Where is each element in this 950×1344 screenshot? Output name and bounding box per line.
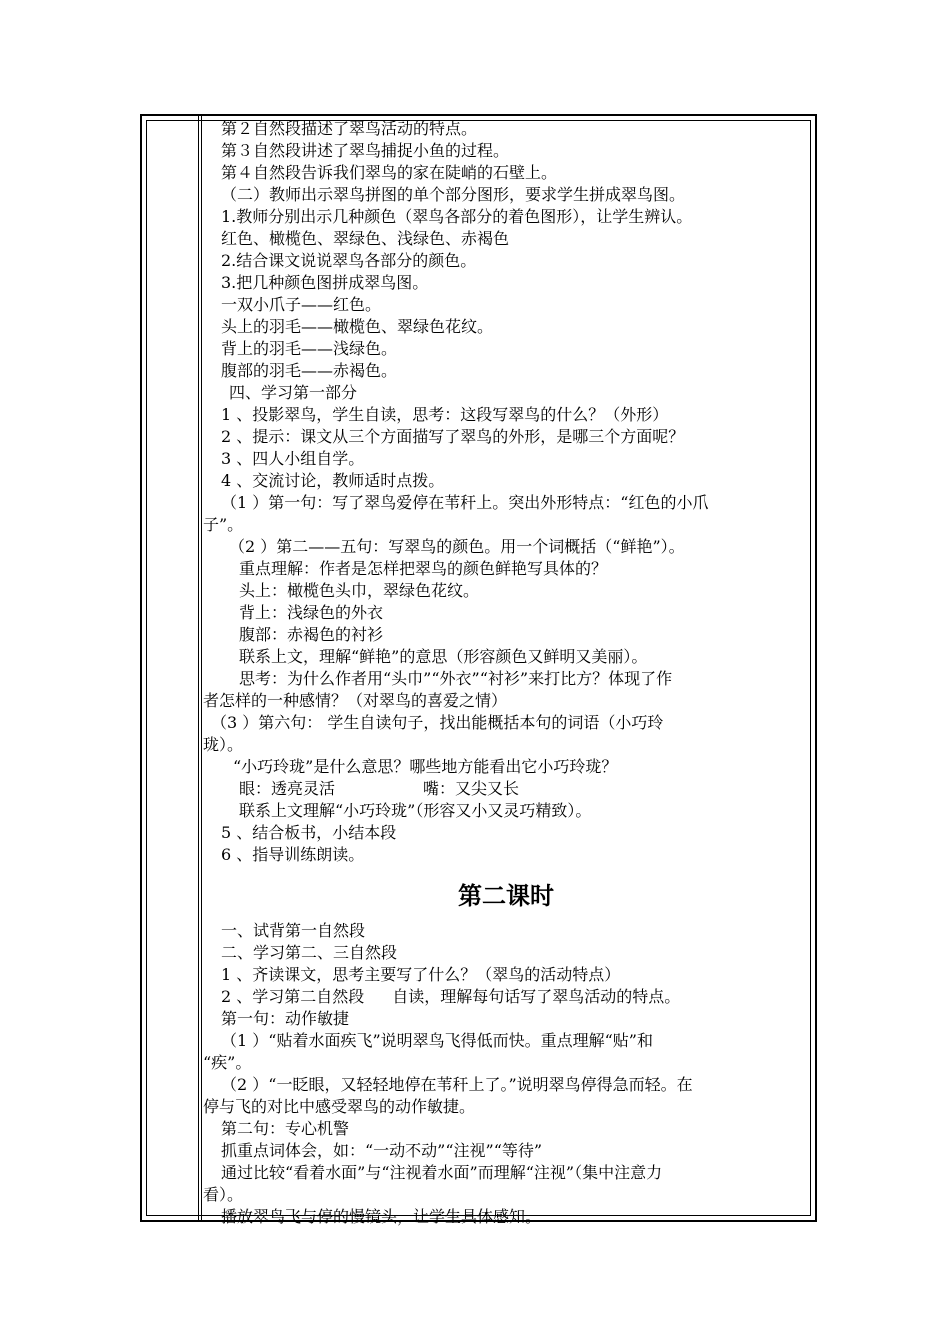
- text-line: （1 ）第一句：写了翠鸟爱停在苇秆上。突出外形特点：“红色的小爪: [221, 493, 709, 512]
- eye-label: 眼：透亮灵活: [239, 779, 336, 798]
- text-line: 一、试背第一自然段: [221, 921, 366, 940]
- text-line: 者怎样的一种感情？（对翠鸟的喜爱之情）: [203, 691, 508, 710]
- text-line: 播放翠鸟飞与停的慢镜头，让学生具体感知。: [221, 1207, 542, 1226]
- text-line: 抓重点词体会，如：“一动不动”“注视”“等待”: [221, 1141, 543, 1160]
- text-line: 停与飞的对比中感受翠鸟的动作敏捷。: [203, 1097, 476, 1116]
- text-line: 联系上文理解“小巧玲珑”（形容又小又灵巧精致）。: [239, 801, 592, 820]
- beak-label: 嘴：又尖又长: [423, 779, 520, 798]
- lesson-content: [203, 118, 809, 1228]
- column-divider: [198, 114, 202, 1222]
- text-line: 背上：浅绿色的外衣: [239, 603, 384, 622]
- text-line: “小巧玲珑”是什么意思？哪些地方能看出它小巧玲珑？: [233, 757, 618, 776]
- text-line: 背上的羽毛——浅绿色。: [221, 339, 398, 358]
- text-line: 头上：橄榄色头巾，翠绿色花纹。: [239, 581, 480, 600]
- text-line: 第一句：动作敏捷: [221, 1009, 350, 1028]
- text-line: 珑）。: [203, 735, 244, 754]
- section-heading: 四、学习第一部分: [229, 383, 358, 402]
- text-line: 1 、投影翠鸟，学生自读，思考：这段写翠鸟的什么？（外形）: [221, 405, 669, 424]
- step-desc: 自读，理解每句话写了翠鸟活动的特点。: [392, 987, 681, 1006]
- step-label: 2 、学习第二自然段: [221, 987, 365, 1006]
- text-line: （2 ）“一眨眼，又轻轻地停在苇秆上了。”说明翠鸟停得急而轻。在: [221, 1075, 693, 1094]
- text-line: 一双小爪子——红色。: [221, 295, 382, 314]
- text-line: （1 ）“贴着水面疾飞”说明翠鸟飞得低而快。重点理解“贴”和: [221, 1031, 653, 1050]
- text-line: 3.把几种颜色图拼成翠鸟图。: [221, 273, 429, 292]
- text-line: 2.结合课文说说翠鸟各部分的颜色。: [221, 251, 477, 270]
- text-line: 二、学习第二、三自然段: [221, 943, 398, 962]
- text-line: 头上的羽毛——橄榄色、翠绿色花纹。: [221, 317, 494, 336]
- text-line: 重点理解：作者是怎样把翠鸟的颜色鲜艳写具体的？: [239, 559, 608, 578]
- text-line: 1 、齐读课文，思考主要写了什么？（翠鸟的活动特点）: [221, 965, 621, 984]
- text-line: （2 ）第二——五句：写翠鸟的颜色。用一个词概括（“鲜艳”）。: [229, 537, 685, 556]
- text-line: （二）教师出示翠鸟拼图的单个部分图形，要求学生拼成翠鸟图。: [221, 185, 686, 204]
- text-line: [203, 986, 809, 1008]
- text-line: 6 、指导训练朗读。: [221, 845, 365, 864]
- text-line: 联系上文，理解“鲜艳”的意思（形容颜色又鲜明又美丽）。: [239, 647, 648, 666]
- text-line: 腹部的羽毛——赤褐色。: [221, 361, 398, 380]
- text-line: 红色、橄榄色、翠绿色、浅绿色、赤褐色: [221, 229, 510, 248]
- text-line: 1.教师分别出示几种颜色（翠鸟各部分的着色图形），让学生辨认。: [221, 207, 693, 226]
- text-line: 5 、结合板书，小结本段: [221, 823, 397, 842]
- text-line: 3 、四人小组自学。: [221, 449, 365, 468]
- text-line: 第４自然段告诉我们翠鸟的家在陡峭的石壁上。: [221, 163, 558, 182]
- text-line: （3 ）第六句： 学生自读句子，找出能概括本句的词语（小巧玲: [211, 713, 664, 732]
- text-line: 第二句：专心机警: [221, 1119, 350, 1138]
- text-line: 子”。: [203, 515, 244, 534]
- text-line: 腹部：赤褐色的衬衫: [239, 625, 384, 644]
- text-line: 思考：为什么作者用“头巾”“外衣”“衬衫”来打比方？体现了作: [239, 669, 673, 688]
- text-line: 第３自然段讲述了翠鸟捕捉小鱼的过程。: [221, 141, 510, 160]
- text-line: 通过比较“看着水面”与“注视着水面”而理解“注视”（集中注意力: [221, 1163, 663, 1182]
- text-line: 第２自然段描述了翠鸟活动的特点。: [221, 119, 478, 138]
- text-line: “疾”。: [203, 1053, 252, 1072]
- text-line: [203, 778, 809, 800]
- text-line: 2 、提示：课文从三个方面描写了翠鸟的外形，是哪三个方面呢？: [221, 427, 685, 446]
- text-line: 看）。: [203, 1185, 244, 1204]
- text-line: 4 、交流讨论，教师适时点拨。: [221, 471, 445, 490]
- lesson-heading: 第二课时: [458, 882, 554, 910]
